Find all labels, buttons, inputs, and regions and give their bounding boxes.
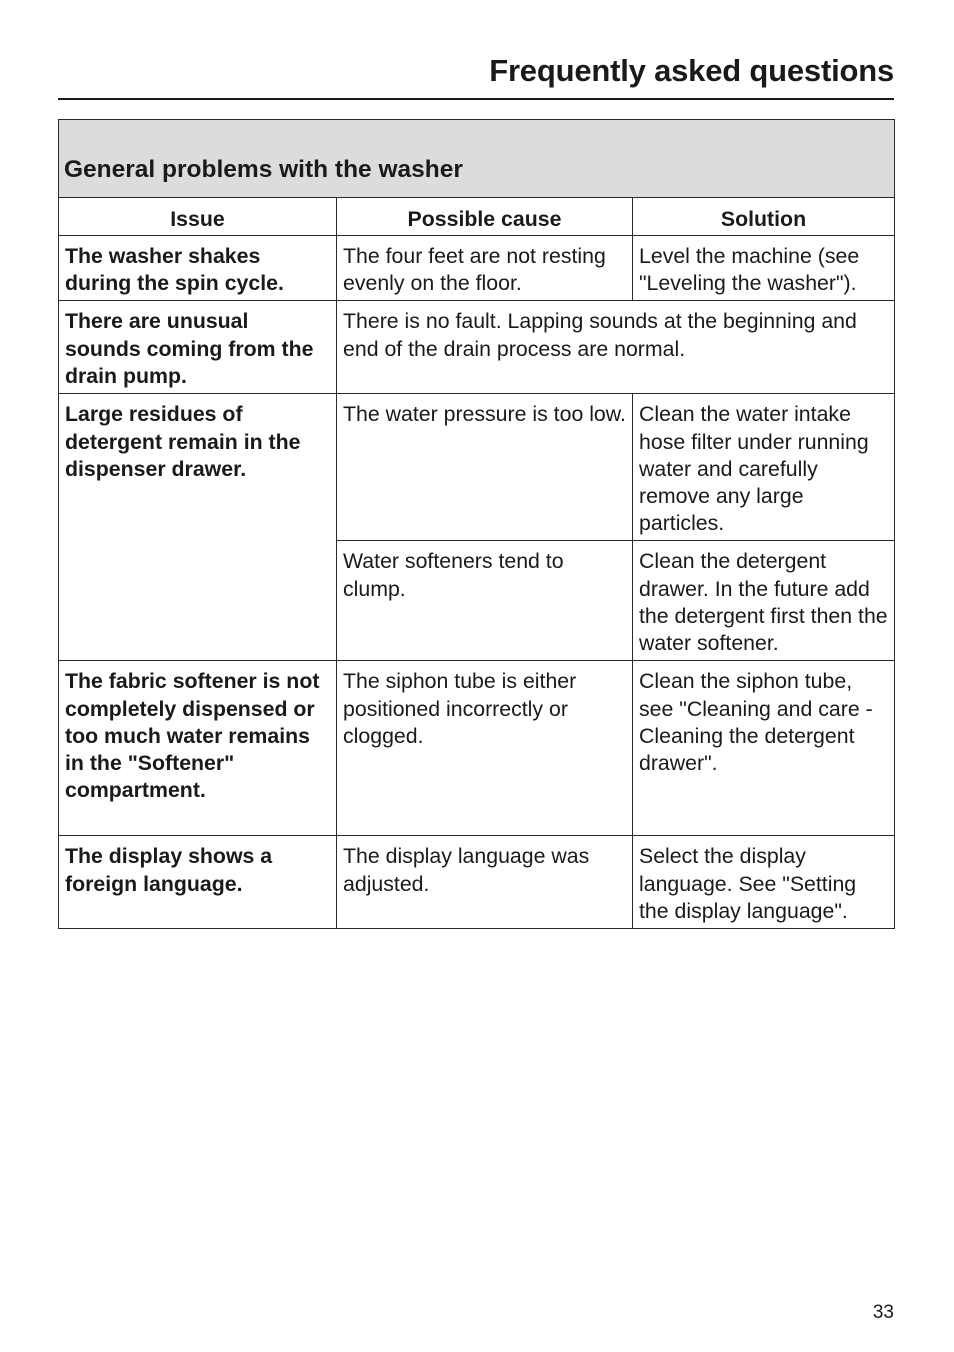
issue-cell: The washer shakes during the spin cycle. xyxy=(59,236,337,301)
solution-cell: Clean the detergent drawer. In the future add the detergent first then the water softener. xyxy=(633,541,895,661)
table-row xyxy=(59,394,895,541)
cause-cell: The four feet are not resting evenly on the floor. xyxy=(337,236,633,301)
issue-cell: The fabric softener is not completely dispensed or too much water remains in the "Softener" compartment. xyxy=(59,661,337,836)
table-row xyxy=(59,236,895,301)
faq-table xyxy=(58,119,895,929)
column-header-solution: Solution xyxy=(633,198,895,236)
issue-cell: There are unusual sounds coming from the drain pump. xyxy=(59,301,337,394)
title-divider xyxy=(58,98,894,100)
page-title: Frequently asked questions xyxy=(489,53,894,88)
cause-cell: The siphon tube is either positioned incorrectly or clogged. xyxy=(337,661,633,836)
issue-cell: The display shows a foreign language. xyxy=(59,836,337,929)
solution-cell: Clean the siphon tube, see "Cleaning and care - Cleaning the detergent drawer". xyxy=(633,661,895,836)
section-heading: General problems with the washer xyxy=(59,120,895,198)
column-header-issue: Issue xyxy=(59,198,337,236)
table-row xyxy=(59,301,895,394)
column-header-cause: Possible cause xyxy=(337,198,633,236)
table-row xyxy=(59,836,895,929)
solution-cell: Select the display language. See "Setting the display language". xyxy=(633,836,895,929)
cause-cell: Water softeners tend to clump. xyxy=(337,541,633,661)
issue-cell: Large residues of detergent remain in the dispenser drawer. xyxy=(59,394,337,661)
solution-cell: Clean the water intake hose filter under running water and carefully remove any large particles. xyxy=(633,394,895,541)
page-number: 33 xyxy=(872,1302,894,1323)
solution-cell: Level the machine (see "Leveling the washer"). xyxy=(633,236,895,301)
cause-cell: The water pressure is too low. xyxy=(337,394,633,541)
cause-cell: The display language was adjusted. xyxy=(337,836,633,929)
table-row xyxy=(59,661,895,836)
table-header-row xyxy=(59,198,895,236)
note-cell: There is no fault. Lapping sounds at the beginning and end of the drain process are normal. xyxy=(337,301,895,394)
